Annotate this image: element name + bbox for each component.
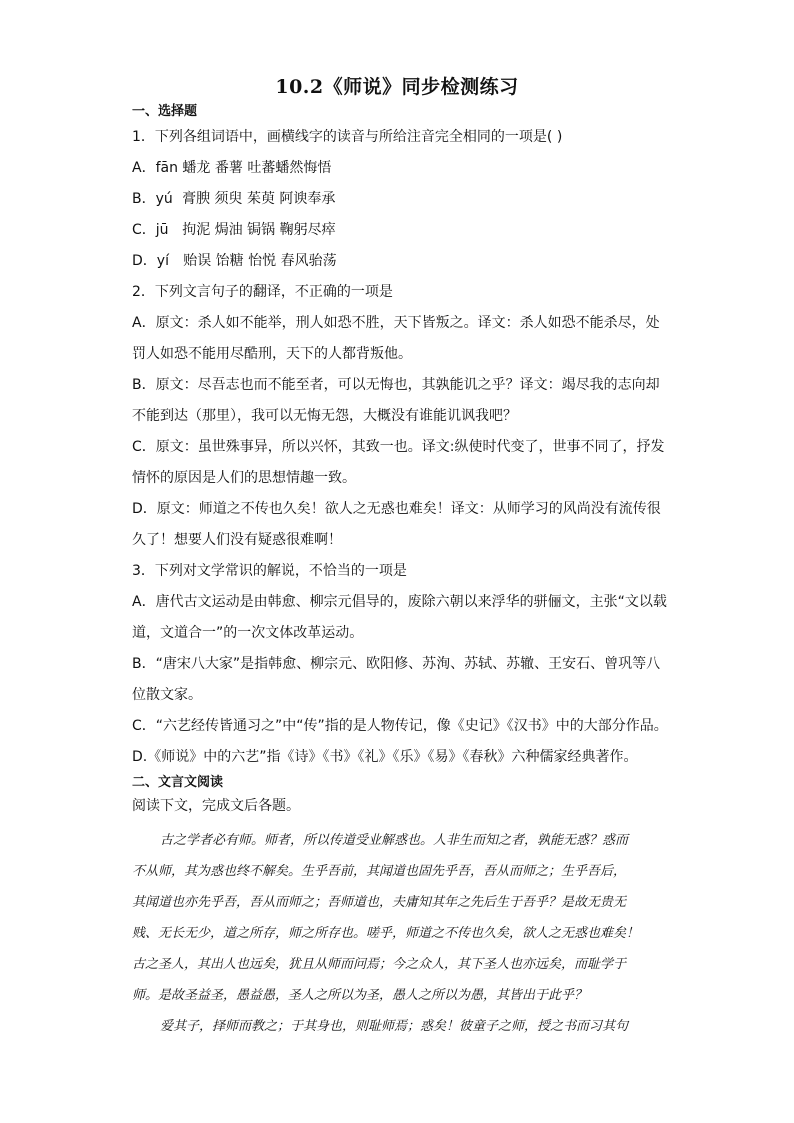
question-3-option-b-line-1: B．“唐宋八大家”是指韩愈、柳宗元、欧阳修、苏洵、苏轼、苏辙、王安石、曾巩等八 xyxy=(132,656,661,672)
passage-line: 其闻道也亦先乎吾，吾从而师之；吾师道也，夫庸知其年之先后生于吾乎？是故无贵无 xyxy=(132,895,627,910)
question-2-option-a-line-1: A．原文：杀人如不能举，刑人如恐不胜，天下皆叛之。译文：杀人如恐不能杀尽，处 xyxy=(132,315,660,331)
question-1-option-a xyxy=(132,153,668,184)
document-body xyxy=(132,102,668,1042)
question-3-option-a-line-2: 道，文道合一”的一次文体改革运动。 xyxy=(132,625,364,641)
option-pinyin: yú xyxy=(155,191,173,207)
reading-instruction: 阅读下文，完成文后各题。 xyxy=(132,798,300,814)
option-words: 蟠龙 番薯 吐蕃蟠然悔悟 xyxy=(182,160,332,176)
option-pinyin: fān xyxy=(155,160,178,176)
passage-line: 古之学者必有师。师者，所以传道受业解惑也。人非生而知之者，孰能无惑？惑而 xyxy=(160,833,629,848)
passage-line: 古之圣人，其出人也远矣，犹且从师而问焉；今之众人，其下圣人也亦远矣，而耻学于 xyxy=(132,957,627,972)
option-letter: C． xyxy=(132,222,156,238)
question-2-option-a-line-2: 罚人如恐不能用尽酷刑，天下的人都背叛他。 xyxy=(132,346,412,362)
question-3-option-d: D.《师说》中的六艺”指《诗》《书》《礼》《乐》《易》《春秋》六种儒家经典著作。 xyxy=(132,749,638,765)
passage-line: 师。是故圣益圣，愚益愚，圣人之所以为圣，愚人之所以为愚，其皆出于此乎？ xyxy=(132,988,588,1003)
question-3-stem: 3．下列对文学常识的解说，不恰当的一项是 xyxy=(132,563,407,579)
option-words: 拘泥 焗油 锔锅 鞠躬尽瘁 xyxy=(182,222,336,238)
option-words: 膏腴 须臾 茱萸 阿谀奉承 xyxy=(182,191,336,207)
option-letter: A． xyxy=(132,160,156,176)
question-1-option-b xyxy=(132,184,668,215)
section-heading-reading: 二、文言文阅读 xyxy=(132,775,224,790)
option-letter: B． xyxy=(132,191,156,207)
classical-passage xyxy=(132,825,668,1042)
passage-line: 不从师，其为惑也终不解矣。生乎吾前，其闻道也固先乎吾，吾从而师之；生乎吾后， xyxy=(132,864,627,879)
question-2-option-b-line-1: B．原文：尽吾志也而不能至者，可以无悔也，其孰能讥之乎？译文：竭尽我的志向却 xyxy=(132,377,660,393)
option-pinyin: jū xyxy=(155,222,169,238)
question-2-option-c-line-1: C．原文：虽世殊事异，所以兴怀，其致一也。译文:纵使时代变了，世事不同了，抒发 xyxy=(132,439,665,455)
question-2-stem: 2．下列文言句子的翻译，不正确的一项是 xyxy=(132,284,393,300)
question-2-option-b-line-2: 不能到达（那里），我可以无悔无怨，大概没有谁能讥讽我吧？ xyxy=(132,408,517,424)
question-1-stem: 1．下列各组词语中，画横线字的读音与所给注音完全相同的一项是( ) xyxy=(132,129,563,145)
section-heading-choice: 一、选择题 xyxy=(132,104,198,119)
question-2-option-d-line-2: 久了！想要人们没有疑惑很难啊！ xyxy=(132,532,342,548)
question-1-option-d xyxy=(132,246,668,277)
question-2-option-d-line-1: D．原文：师道之不传也久矣！欲人之无惑也难矣！译文：从师学习的风尚没有流传很 xyxy=(132,501,661,517)
page-title: 10.2《师说》同步检测练习 xyxy=(275,76,519,98)
passage-line: 爱其子，择师而教之；于其身也，则耻师焉；惑矣！彼童子之师，授之书而习其句 xyxy=(160,1019,629,1034)
question-3-option-a-line-1: A．唐代古文运动是由韩愈、柳宗元倡导的，废除六朝以来浮华的骈俪文，主张“文以载 xyxy=(132,594,667,610)
option-words: 贻误 饴糖 怡悦 春风骀荡 xyxy=(183,253,337,269)
passage-line: 贱、无长无少，道之所存，师之所存也。嗟乎，师道之不传也久矣，欲人之无惑也难矣！ xyxy=(132,926,640,941)
option-letter: D． xyxy=(132,253,157,269)
question-2-option-c-line-2: 情怀的原因是人们的思想情趣一致。 xyxy=(132,470,356,486)
question-3-option-c: C．“六艺经传皆通习之”中“传”指的是人物传记，像《史记》《汉书》中的大部分作品。 xyxy=(132,718,668,734)
question-1-option-c xyxy=(132,215,668,246)
option-pinyin: yí xyxy=(156,253,169,269)
question-3-option-b-line-2: 位散文家。 xyxy=(132,687,202,703)
